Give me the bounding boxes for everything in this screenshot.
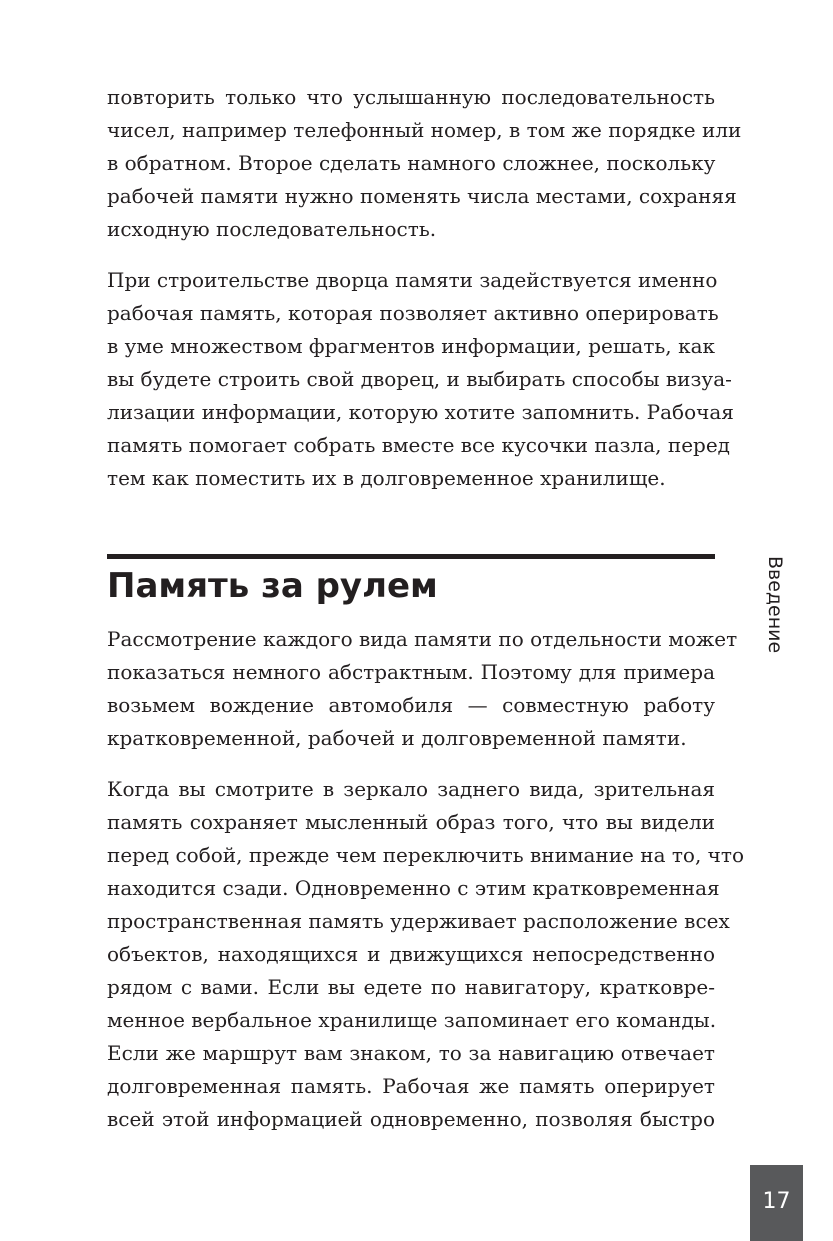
paragraph-4-line: Когда вы смотрите в зеркало заднего вида, зрительная <box>107 777 715 801</box>
paragraph-1-line: исходную последовательность. <box>107 217 437 241</box>
paragraph-2-line: память помогает собрать вместе все кусочки пазла, перед <box>107 433 730 457</box>
paragraph-4-line: менное вербальное хранилище запоминает его команды. <box>107 1008 717 1032</box>
paragraph-4-line: Если же маршрут вам знаком, то за навигацию отвечает <box>107 1041 715 1065</box>
paragraph-4-line: рядом с вами. Если вы едете по навигатору, кратковре- <box>107 975 715 999</box>
paragraph-2-line: При строительстве дворца памяти задействуется именно <box>107 268 718 292</box>
paragraph-1-line: чисел, например телефонный номер, в том же порядке или <box>107 118 742 142</box>
paragraph-4-line: долговременная память. Рабочая же память оперирует <box>107 1074 715 1098</box>
paragraph-2-line: тем как поместить их в долговременное хранилище. <box>107 466 666 490</box>
paragraph-2-line: в уме множеством фрагментов информации, решать, как <box>107 334 715 358</box>
paragraph-4-line: всей этой информацией одновременно, позволяя быстро <box>107 1107 715 1131</box>
section-heading: Память за рулем <box>107 566 438 606</box>
paragraph-2-line: рабочая память, которая позволяет активно оперировать <box>107 301 719 325</box>
paragraph-1 <box>107 81 742 246</box>
paragraph-4 <box>107 773 744 1136</box>
paragraph-3-line: Рассмотрение каждого вида памяти по отдельности может <box>107 627 738 651</box>
paragraph-1-line: рабочей памяти нужно поменять числа местами, сохраняя <box>107 184 737 208</box>
paragraph-4-line: объектов, находящихся и движущихся непосредственно <box>107 942 715 966</box>
page-number-tab <box>750 1165 803 1241</box>
paragraph-4-line: память сохраняет мысленный образ того, что вы видели <box>107 810 715 834</box>
paragraph-2 <box>107 264 734 495</box>
paragraph-1-line: повторить только что услышанную последовательность <box>107 85 715 109</box>
paragraph-1-line: в обратном. Второе сделать намного сложнее, поскольку <box>107 151 716 175</box>
paragraph-3-line: возьмем вождение автомобиля — совместную работу <box>107 693 715 717</box>
paragraph-2-line: вы будете строить свой дворец, и выбирать способы визуа- <box>107 367 732 391</box>
paragraph-4-line: находится сзади. Одновременно с этим кратковременная <box>107 876 720 900</box>
chapter-side-label: Введение <box>764 556 786 654</box>
paragraph-3 <box>107 623 738 755</box>
page-number: 17 <box>762 1189 791 1214</box>
section-divider <box>107 554 715 559</box>
paragraph-4-line: пространственная память удерживает расположение всех <box>107 909 730 933</box>
paragraph-4-line: перед собой, прежде чем переключить внимание на то, что <box>107 843 744 867</box>
paragraph-2-line: лизации информации, которую хотите запомнить. Рабочая <box>107 400 734 424</box>
paragraph-3-line: показаться немного абстрактным. Поэтому для примера <box>107 660 715 684</box>
paragraph-3-line: кратковременной, рабочей и долговременной памяти. <box>107 726 687 750</box>
